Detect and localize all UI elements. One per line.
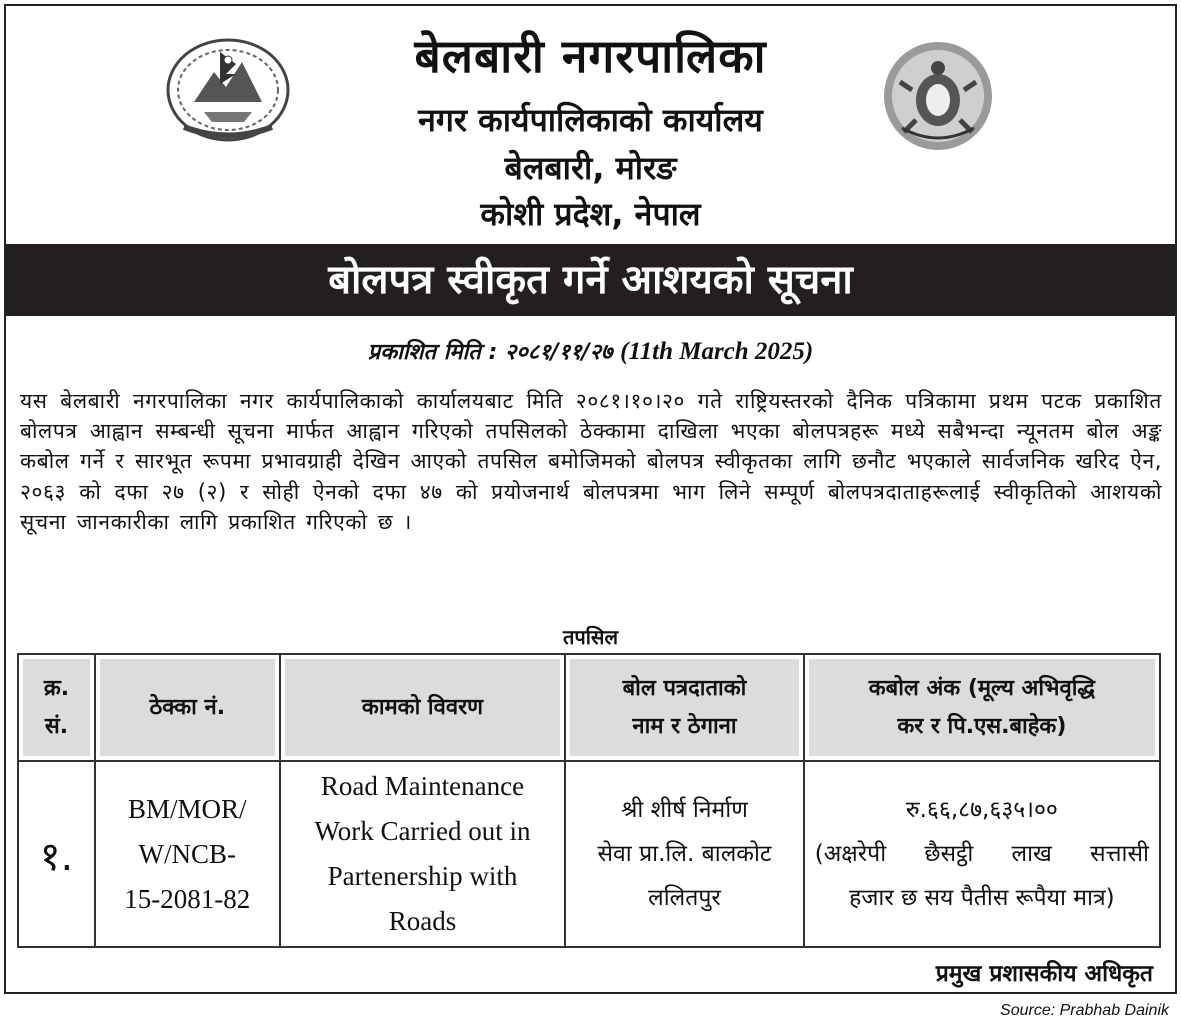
- cell-contract-no: BM/MOR/ W/NCB- 15-2081-82: [95, 761, 280, 947]
- cell-description: Road Maintenance Work Carried out in Partenership with Roads: [280, 761, 566, 947]
- municipality-logo-icon: [882, 40, 994, 152]
- contract-table: [17, 653, 1161, 948]
- office-province: कोशी प्रदेश, नेपाल: [480, 195, 701, 233]
- notice-header: [6, 6, 1175, 244]
- published-date: [6, 336, 1175, 366]
- source-credit: Source: Prabhab Dainik: [1000, 1002, 1169, 1019]
- cell-bidder: श्री शीर्ष निर्माण सेवा प्रा.लि. बालकोट ललितपुर: [565, 761, 804, 947]
- table-header-row: [18, 654, 1160, 761]
- cell-amount: रु.६६,८७,६३५।०० (अक्षरेपी छैसट्ठी लाख सत्तासी हजार छ सय पैतीस रूपैया मात्र): [804, 761, 1160, 947]
- header-description: कामको विवरण: [280, 654, 566, 761]
- signature-title: प्रमुख प्रशासकीय अधिकृत: [935, 961, 1153, 987]
- municipality-title: बेलबारी नगरपालिका: [414, 29, 767, 83]
- notice-banner: बोलपत्र स्वीकृत गर्ने आशयको सूचना: [6, 244, 1175, 316]
- header-serial-no: क्र. सं.: [18, 654, 95, 761]
- published-date-english: (11th March 2025): [620, 338, 814, 365]
- table-row: [18, 761, 1160, 947]
- notice-body-paragraph: यस बेलबारी नगरपालिका नगर कार्यपालिकाको कार्यालयबाट मिति २०८१।१०।२० गते राष्ट्रियस्तरको दैनिक पत्रिकामा प्रथम पटक प्रकाशित बोलपत्र आह्वान सम्बन्धी सूचना मार्फत आह्वान गरिएको तपसिलको ठेक्कामा दाखिला भएका बोलपत्रहरू मध्ये सबैभन्दा न्यूनतम बोल अङ्क कबोल गर्ने र सारभूत रूपमा प्रभावग्राही देखिन आएको तपसिल बमोजिमको बोलपत्र स्वीकृतका लागि छनौट भएकाले सार्वजनिक खरिद ऐन, २०६३ को दफा २७ (२) र सोही ऐनको दफा ४७ को प्रयोजनार्थ बोलपत्रमा भाग लिने सम्पूर्ण बोलपत्रदाताहरूलाई स्वीकृतिको आशयको सूचना जानकारीका लागि प्रकाशित गरिएको छ ।: [20, 389, 1162, 534]
- header-contract-no: ठेक्का नं.: [95, 654, 280, 761]
- header-bidder: बोल पत्रदाताको नाम र ठेगाना: [565, 654, 804, 761]
- office-name: नगर कार्यपालिकाको कार्यालय: [418, 101, 763, 139]
- published-date-nepali: प्रकाशित मिति : २०८१/११/२७: [367, 340, 613, 365]
- office-location: बेलबारी, मोरङ: [504, 149, 677, 187]
- cell-serial-no: १.: [18, 761, 95, 947]
- notice-frame: [4, 4, 1177, 994]
- schedule-label: तपसिल: [562, 625, 619, 649]
- header-amount: कबोल अंक (मूल्य अभिवृद्धि कर र पि.एस.बाहेक): [804, 654, 1160, 761]
